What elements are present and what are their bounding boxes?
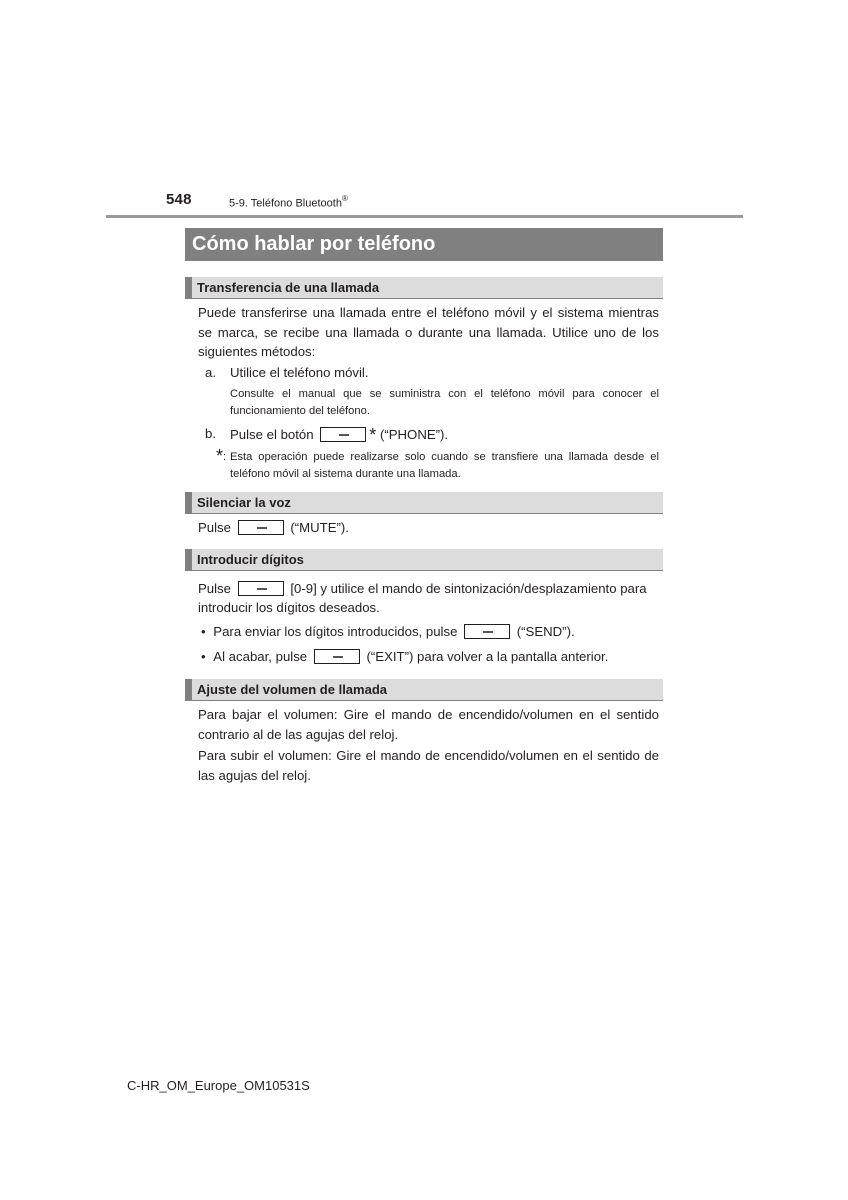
- item-a-note: Consulte el manual que se suministra con el teléfono móvil para conocer el funcionamiento del teléfono.: [230, 388, 659, 417]
- bullet-dot: •: [201, 624, 206, 639]
- digits-line-1: [198, 579, 647, 598]
- list-item-a-text: Utilice el teléfono móvil.: [230, 365, 369, 380]
- mute-button[interactable]: [238, 520, 284, 535]
- volume-down-text: Para bajar el volumen: Gire el mando de encendido/volumen en el sentido contrario al de las agujas del reloj.: [198, 707, 659, 742]
- digits-line-2: introducir los dígitos deseados.: [198, 600, 380, 615]
- page-number: 548: [166, 191, 192, 208]
- footnote-colon: :: [223, 451, 227, 463]
- bullet-exit-prefix: Al acabar, pulse: [213, 649, 308, 664]
- asterisk-mark: *: [369, 425, 377, 445]
- bullet-send-suffix: (“SEND”).: [516, 624, 575, 639]
- phone-button[interactable]: [320, 427, 366, 442]
- digits-prefix: Pulse: [198, 581, 231, 596]
- exit-button[interactable]: [314, 649, 360, 664]
- bullet-exit-suffix: (“EXIT”) para volver a la pantalla anterior.: [366, 649, 609, 664]
- footnote-marker: [216, 445, 226, 467]
- heading-transfer: Transferencia de una llamada: [185, 277, 663, 299]
- item-b-suffix: (“PHONE”).: [379, 427, 449, 442]
- list-marker-b: b.: [205, 426, 216, 441]
- footnote-star: *: [216, 446, 224, 466]
- section-reference: [229, 195, 348, 210]
- list-item-b: [205, 424, 216, 443]
- mute-suffix: (“MUTE”).: [290, 520, 349, 535]
- footer-code: C-HR_OM_Europe_OM10531S: [127, 1078, 310, 1093]
- transfer-intro: Puede transferirse una llamada entre el teléfono móvil y el sistema mientras se marca, se recibe una llamada o durante una llamada. Utilice uno de los siguientes métodos:: [198, 305, 659, 359]
- heading-mute: Silenciar la voz: [185, 492, 663, 514]
- digits-line1-suffix: [0-9] y utilice el mando de sintonización/desplazamiento para: [290, 581, 647, 596]
- volume-up-text: Para subir el volumen: Gire el mando de encendido/volumen en el sentido de las agujas del reloj.: [198, 748, 659, 783]
- list-item-b-text: [230, 424, 448, 444]
- mute-prefix: Pulse: [198, 520, 231, 535]
- footnote-text: Esta operación puede realizarse solo cuando se transfiere una llamada desde el teléfono móvil al sistema durante una llamada.: [230, 451, 659, 480]
- heading-volume: Ajuste del volumen de llamada: [185, 679, 663, 701]
- header-rule: [106, 215, 743, 218]
- send-button[interactable]: [464, 624, 510, 639]
- bullet-send-prefix: Para enviar los dígitos introducidos, pulse: [213, 624, 458, 639]
- section-reference-text: 5-9. Teléfono Bluetooth: [229, 197, 342, 210]
- bullet-send: [201, 622, 575, 641]
- mute-line: [198, 518, 349, 537]
- item-b-prefix: Pulse el botón: [230, 427, 314, 442]
- page-title: Cómo hablar por teléfono: [185, 228, 663, 261]
- digits-button[interactable]: [238, 581, 284, 596]
- registered-mark: ®: [341, 194, 348, 203]
- list-marker-a: a.: [205, 365, 216, 380]
- bullet-dot: •: [201, 649, 206, 664]
- heading-digits: Introducir dígitos: [185, 549, 663, 571]
- list-item-a: [205, 363, 216, 382]
- bullet-exit: [201, 647, 608, 666]
